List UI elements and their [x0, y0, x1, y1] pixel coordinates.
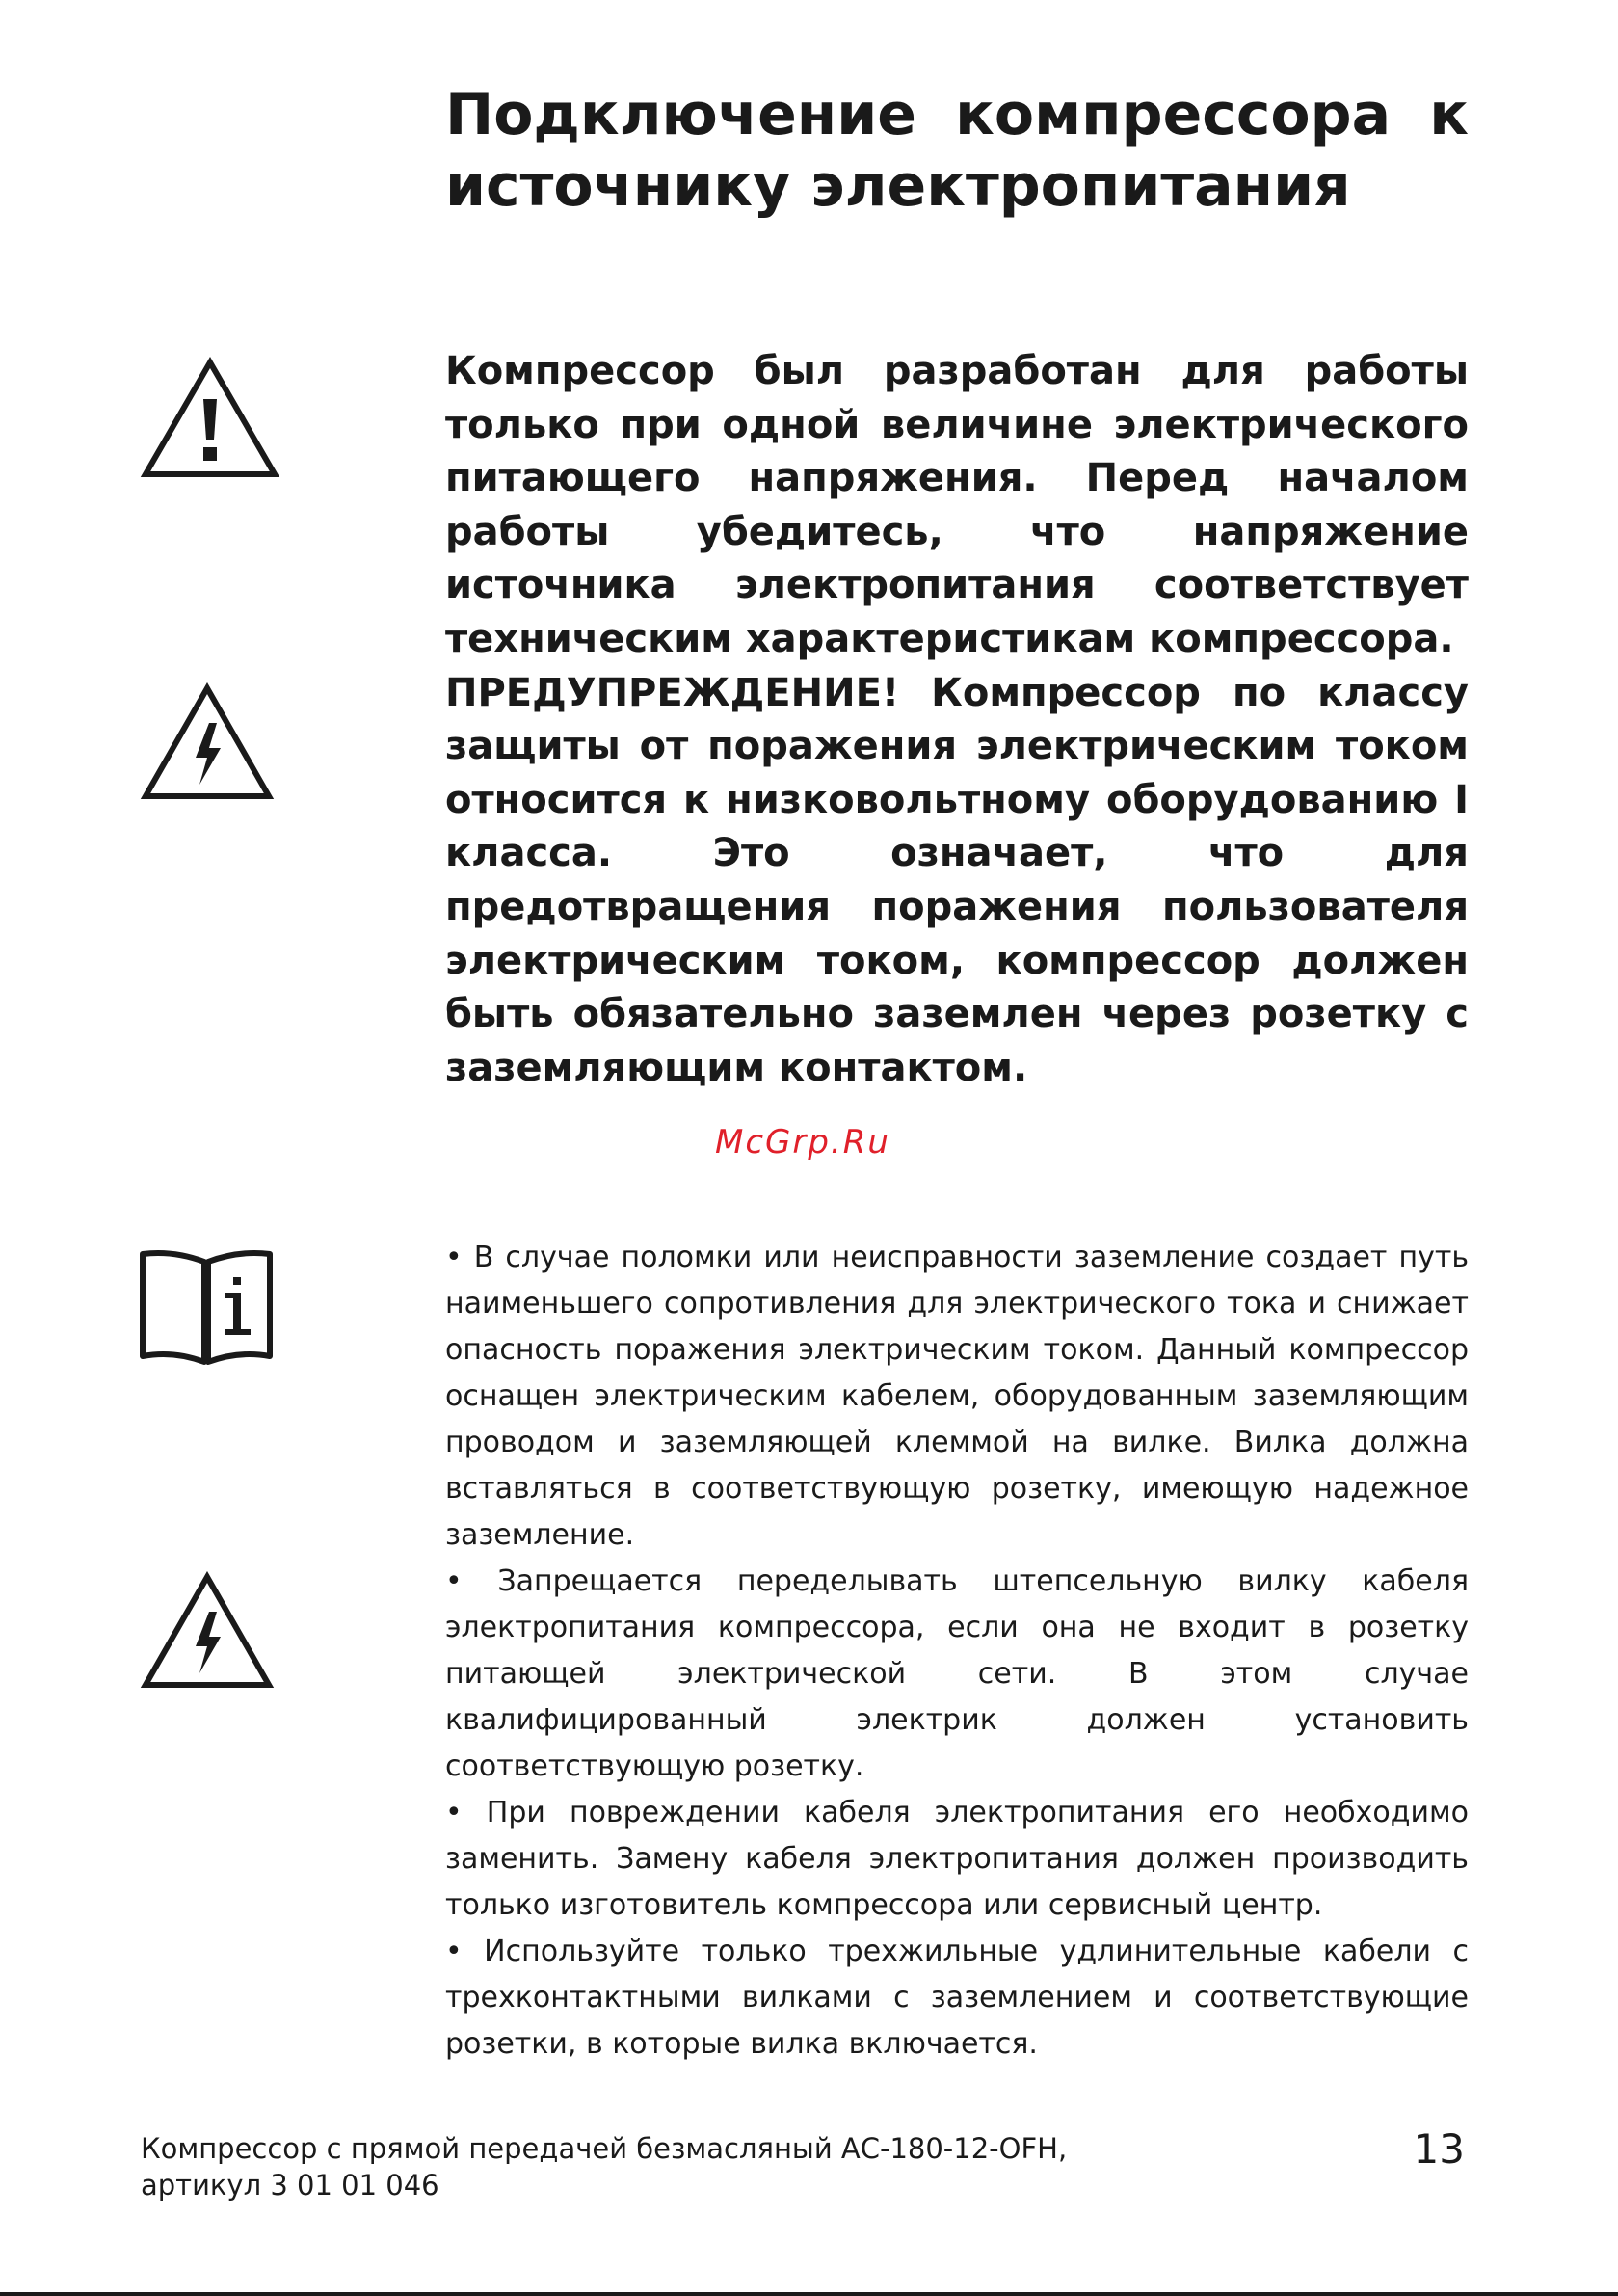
warning-text-block: [445, 345, 1469, 1095]
footer: [141, 2130, 1104, 2203]
high-voltage-icon: [140, 1571, 275, 1691]
danger-paragraph: ПРЕДУПРЕЖДЕНИЕ! Компрессор по классу защиты от поражения электрическим током относится к низковольтному оборудованию I класса. Это означает, что для предотвращения поражения пользователя электрическим током, компрессор должен быть обязательно заземлен через розетку с заземляющим контактом.: [445, 670, 1469, 1090]
bullet-item: • При повреждении кабеля электропитания его необходимо заменить. Замену кабеля электропитания должен производить только изготовитель компрессора или сервисный центр.: [445, 1796, 1469, 1922]
bullet-item: • Используйте только трехжильные удлинительные кабели с трехконтактными вилками с заземлением и соответствующие розетки, в которые вилка включается.: [445, 1935, 1469, 2061]
page-bottom-edge: [0, 2292, 1618, 2296]
manual-info-icon: [139, 1248, 274, 1368]
page-title: Подключение компрессора к источнику электропитания: [445, 81, 1469, 220]
footer-product-line: Компрессор с прямой передачей безмасляный АС-180-12-OFH,: [141, 2132, 1068, 2165]
watermark-link[interactable]: McGrp.Ru: [715, 1123, 890, 1161]
bullet-item: • Запрещается переделывать штепсельную вилку кабеля электропитания компрессора, если она не входит в розетку питающей электрической сети. В этом случае квалифицированный электрик должен установить соответствующую розетку.: [445, 1564, 1469, 1783]
high-voltage-icon: [140, 682, 275, 802]
bullet-item: • В случае поломки или неисправности заземление создает путь наименьшего сопротивления для электрического тока и снижает опасность поражения электрическим током. Данный компрессор оснащен электрическим кабелем, оборудованным заземляющим проводом и заземляющей клеммой на вилке. Вилка должна вставляться в соответствующую розетку, имеющую надежное заземление.: [445, 1241, 1469, 1552]
footer-article-line: артикул 3 01 01 046: [141, 2169, 439, 2202]
warning-paragraph: Компрессор был разработан для работы только при одной величине электрического питающего напряжения. Перед началом работы убедитесь, что напряжение источника электропитания соответствует техническим характеристикам компрессора.: [445, 349, 1469, 661]
warning-triangle-icon: [140, 357, 280, 480]
bullet-list: [445, 1235, 1469, 2068]
page-number: 13: [1413, 2125, 1465, 2173]
